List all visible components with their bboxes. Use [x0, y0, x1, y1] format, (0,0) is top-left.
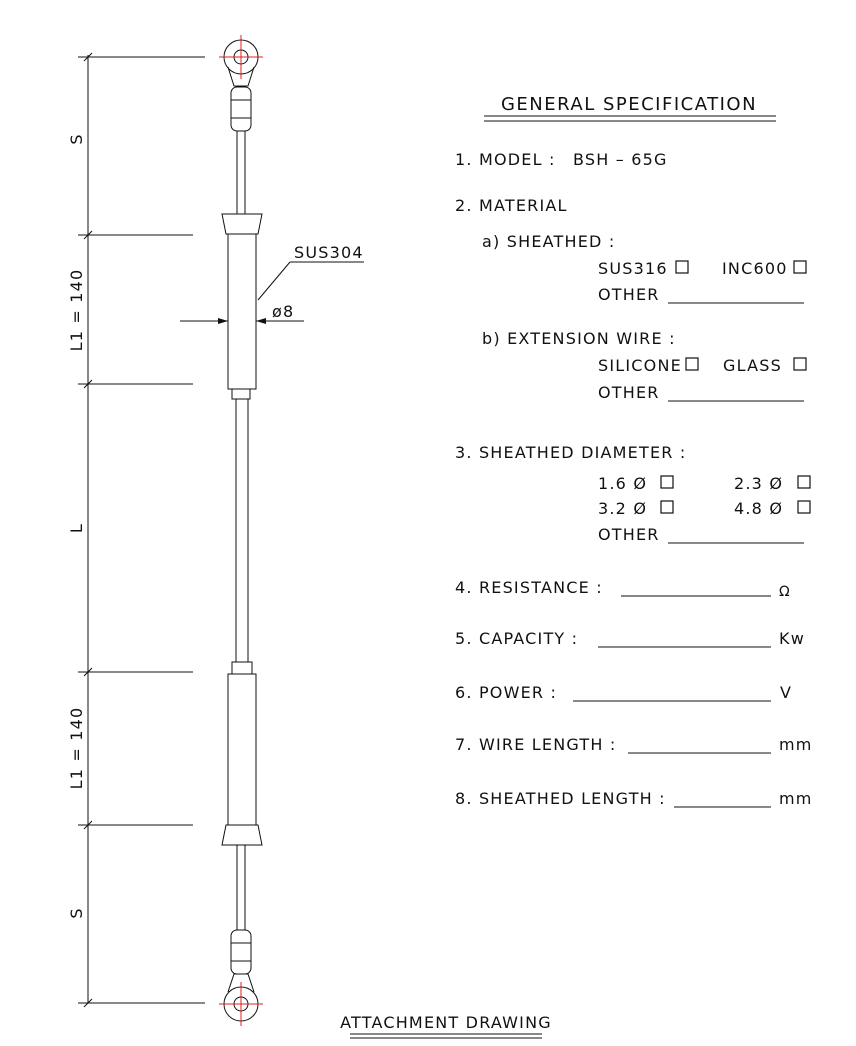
- diameter-other-label: OTHER: [598, 525, 660, 544]
- spec-extension-label: b) EXTENSION WIRE :: [482, 329, 676, 348]
- top-crimp-sleeve: [231, 87, 251, 131]
- dimension-lines: [78, 53, 205, 1007]
- spec-power-label: 6. POWER :: [455, 683, 558, 702]
- spec-resistance-label: 4. RESISTANCE :: [455, 578, 603, 597]
- wire-length-unit: mm: [779, 735, 813, 754]
- capacity-unit: Kw: [779, 629, 805, 648]
- drawing-caption: ATTACHMENT DRAWING: [340, 1013, 552, 1032]
- bottom-crimp-sleeve: [231, 930, 251, 974]
- dia-option-3: 3.2 Ø: [598, 499, 648, 518]
- bottom-lead-wire: [237, 845, 245, 930]
- checkbox-sus316[interactable]: [676, 261, 688, 273]
- dim-l: L: [67, 522, 86, 534]
- checkbox-dia-2[interactable]: [798, 476, 810, 488]
- spec-model-value: BSH – 65G: [573, 150, 668, 169]
- resistance-unit: Ω: [779, 584, 791, 600]
- dia-option-2: 2.3 Ø: [734, 474, 784, 493]
- checkbox-inc600[interactable]: [794, 261, 806, 273]
- top-lead-wire: [237, 131, 245, 214]
- checkbox-dia-1[interactable]: [661, 476, 673, 488]
- spec-capacity-label: 5. CAPACITY :: [455, 629, 579, 648]
- dim-l1-top: L1 = 140: [67, 268, 86, 352]
- heater-part: [219, 35, 263, 1026]
- spec-model-label: 1. MODEL :: [455, 150, 556, 169]
- top-sheath: [228, 234, 256, 389]
- checkbox-silicone[interactable]: [686, 358, 698, 370]
- spec-title: GENERAL SPECIFICATION: [500, 94, 758, 115]
- diameter-callout: ø8: [272, 302, 295, 321]
- spec-wire-length-label: 7. WIRE LENGTH :: [455, 735, 617, 754]
- spec-diameter-label: 3. SHEATHED DIAMETER :: [455, 443, 687, 462]
- dia-option-1: 1.6 Ø: [598, 474, 648, 493]
- spec-sheathed-length-label: 8. SHEATHED LENGTH :: [455, 789, 666, 808]
- material-callout-leader: [258, 262, 364, 300]
- extension-other-label: OTHER: [598, 383, 660, 402]
- checkbox-dia-3[interactable]: [661, 501, 673, 513]
- checkbox-dia-4[interactable]: [798, 501, 810, 513]
- bottom-flare: [222, 825, 262, 845]
- sheathed-length-unit: mm: [779, 789, 813, 808]
- bottom-ring-terminal: [219, 974, 263, 1026]
- dia-option-4: 4.8 Ø: [734, 499, 784, 518]
- power-unit: V: [780, 683, 793, 702]
- material-callout: SUS304: [294, 243, 364, 262]
- top-flare: [222, 214, 262, 234]
- top-ring-terminal: [219, 35, 263, 86]
- option-glass: GLASS: [723, 356, 782, 375]
- option-inc600: INC600: [722, 259, 788, 278]
- dim-s-top: S: [67, 133, 86, 145]
- dim-s-bottom: S: [67, 907, 86, 919]
- option-sus316: SUS316: [598, 259, 668, 278]
- middle-wire: [236, 399, 248, 662]
- dim-l1-bottom: L1 = 140: [67, 706, 86, 790]
- sheath-other-label: OTHER: [598, 285, 660, 304]
- checkbox-glass[interactable]: [794, 358, 806, 370]
- bottom-sheath: [228, 674, 256, 825]
- spec-material-label: 2. MATERIAL: [455, 196, 568, 215]
- spec-sheathed-label: a) SHEATHED :: [482, 232, 616, 251]
- option-silicone: SILICONE: [598, 356, 682, 375]
